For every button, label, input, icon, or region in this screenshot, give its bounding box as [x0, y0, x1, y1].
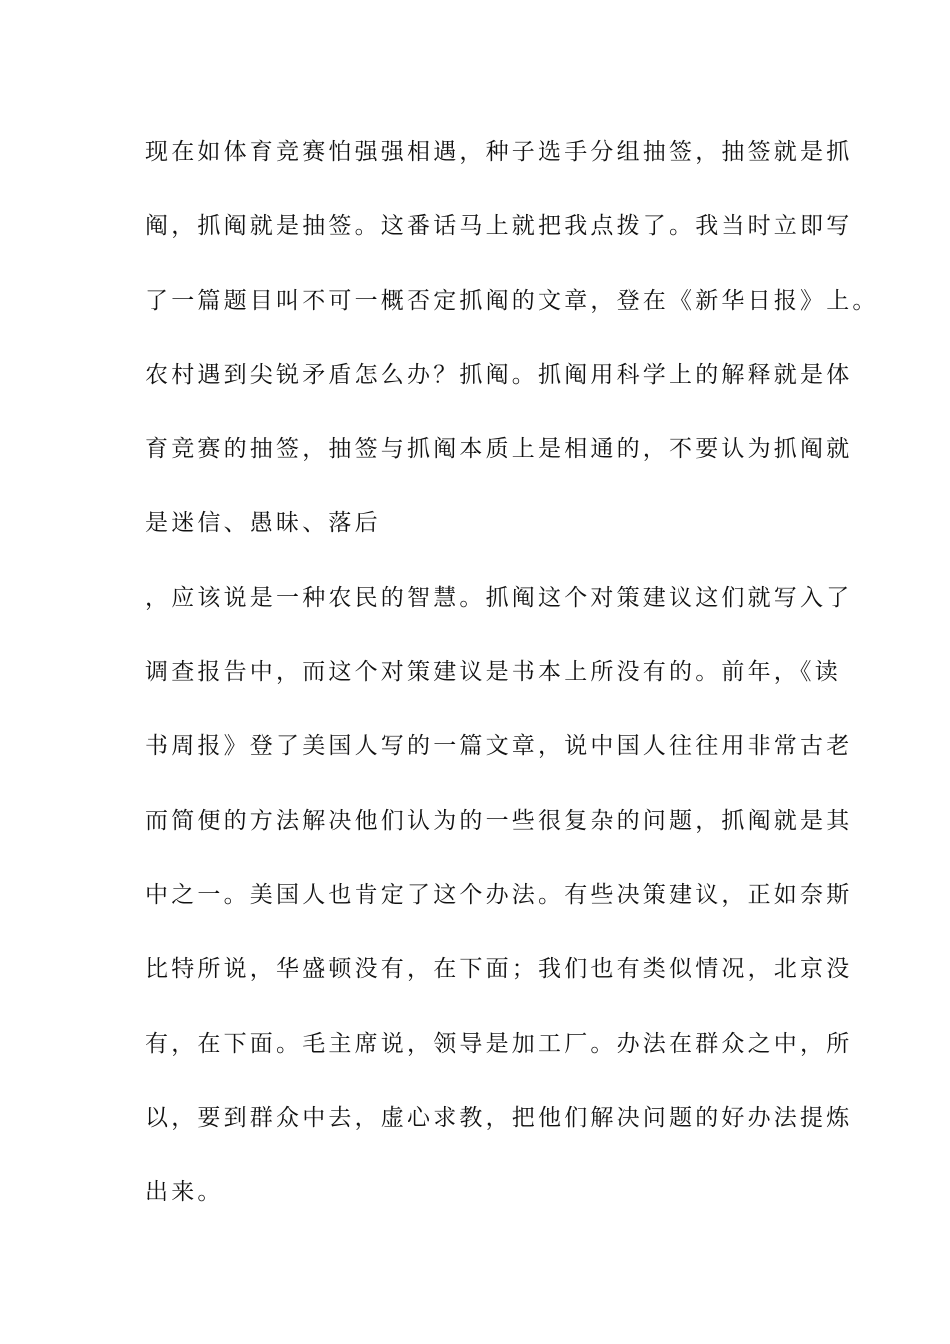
text-line: 以，要到群众中去，虚心求教，把他们解决问题的好办法提炼 [145, 1104, 853, 1131]
text-line: 而简便的方法解决他们认为的一些很复杂的问题，抓阄就是其 [145, 807, 853, 834]
text-line: 阄，抓阄就是抽签。这番话马上就把我点拨了。我当时立即写 [145, 213, 853, 240]
text-line: 了一篇题目叫不可一概否定抓阄的文章，登在《新华日报》上。 [145, 287, 879, 314]
text-line: 现在如体育竞赛怕强强相遇，种子选手分组抽签，抽签就是抓 [145, 139, 853, 165]
text-line: 书周报》登了美国人写的一篇文章，说中国人往往用非常古老 [145, 733, 853, 760]
text-line: 是迷信、愚昧、落后 [145, 510, 381, 537]
text-line: 农村遇到尖锐矛盾怎么办？抓阄。抓阄用科学上的解释就是体 [145, 361, 853, 388]
text-line: 出来。 [145, 1179, 224, 1206]
body-text [145, 133, 879, 1247]
text-line: ，应该说是一种农民的智慧。抓阄这个对策建议这们就写入了 [145, 584, 853, 611]
text-line: 育竞赛的抽签，抽签与抓阄本质上是相通的，不要认为抓阄就 [145, 436, 853, 463]
text-line: 比特所说，华盛顿没有，在下面；我们也有类似情况，北京没 [145, 956, 853, 983]
text-line: 调查报告中，而这个对策建议是书本上所没有的。前年，《读 [145, 659, 841, 686]
text-line: 有，在下面。毛主席说，领导是加工厂。办法在群众之中，所 [145, 1030, 853, 1057]
text-line: 中之一。美国人也肯定了这个办法。有些决策建议，正如奈斯 [145, 881, 853, 908]
